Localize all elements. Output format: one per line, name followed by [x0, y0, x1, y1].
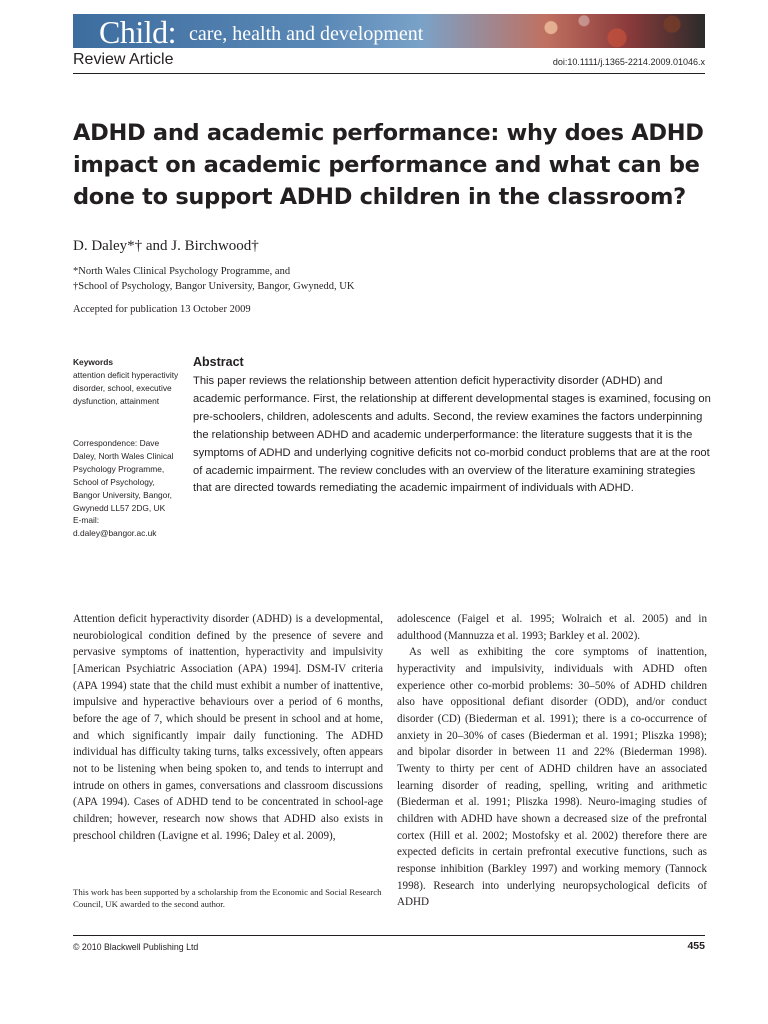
page-number: 455 [687, 940, 705, 952]
keywords-heading: Keywords [73, 357, 114, 367]
correspondence-box [73, 437, 183, 540]
journal-name: Child: [99, 14, 177, 48]
header-rule [73, 73, 705, 74]
journal-banner [73, 14, 705, 48]
body-paragraph: adolescence (Faigel et al. 1995; Wolraich et al. 2005) and in adulthood (Mannuzza et al. 1993; Barkley et al. 2002). [397, 613, 707, 642]
affiliation-2: †School of Psychology, Bangor University, Bangor, Gwynedd, UK [73, 281, 355, 292]
funding-footnote: This work has been supported by a scholarship from the Economic and Social Research Council, UK awarded to the second author. [73, 887, 382, 909]
footer-rule [73, 935, 705, 936]
body-paragraph: Attention deficit hyperactivity disorder (ADHD) is a developmental, neurobiological condition defined by the presence of severe and pervasive symptoms of inattention, hyperactivity and impulsivity [American Psychiatric Association (APA) 1994]. DSM-IV criteria (APA 1994) state that the child must exhibit a number of inattentive, impulsive and hyperactive behaviours over a period of 6 months, before the age of 7, which should be present in school and at home, and which significantly impair daily functioning. The ADHD individual has difficulty taking turns, talks excessively, often appears not to be listening when being spoken to, and tends to interrupt and intrude on others in games, conversations and classroom discussions (APA 1994). Cases of ADHD tend to be concentrated in school-age children; however, research now shows that ADHD also exists in preschool children (Lavigne et al. 1996; Daley et al. 2009), [73, 613, 383, 842]
body-paragraph: As well as exhibiting the core symptoms of inattention, hyperactivity and impulsivity, individuals with ADHD often experience other co-morbid problems: 30–50% of ADHD children also have oppositional defiant disorder (ODD), and/or conduct disorder (CD) (Biederman et al. 1991); there is a co-occurrence of anxiety in 20–30% of cases (Biederman et al. 1991; Pliszka 1998); and bipolar disorder in between 11 and 22% (Biederman 1998). Twenty to thirty per cent of ADHD children have an associated learning disorder of reading, spelling, writing and arithmetic (Biederman et al. 1991; Pliszka 1998). Neuro-imaging studies of children with ADHD have shown a decreased size of the prefrontal cortex (Hill et al. 2002; Mostofsky et al. 2002) therefore there are expected deficits in certain prefrontal executive functions, such as response inhibition (Barkley 1997) and working memory (Tannock 1998). Research into underlying neuropsychological deficits of ADHD [397, 646, 707, 909]
article-title: ADHD and academic performance: why does ADHD impact on academic performance and what can be done to support ADHD children in the classroom? [73, 120, 704, 210]
keywords-box [73, 356, 183, 408]
article-type: Review Article [73, 51, 174, 68]
body-column-left [73, 611, 383, 844]
correspondence-text: Correspondence: Dave Daley, North Wales Clinical Psychology Programme, School of Psychology, Bangor University, Bangor, Gwynedd LL57 2DG, UK [73, 438, 174, 513]
email-link[interactable]: E-mail: d.daley@bangor.ac.uk [73, 515, 157, 539]
doi[interactable]: doi:10.1111/j.1365-2214.2009.01046.x [552, 57, 705, 67]
journal-subtitle: care, health and development [189, 23, 424, 45]
body-column-right [397, 611, 707, 911]
keywords-list: attention deficit hyperactivity disorder, school, executive dysfunction, attainment [73, 369, 179, 406]
authors: D. Daley*† and J. Birchwood† [73, 238, 259, 254]
affiliation-1: *North Wales Clinical Psychology Programme, and [73, 266, 291, 277]
abstract-text: This paper reviews the relationship between attention deficit hyperactivity disorder (ADHD) and academic performance. First, the relationship at different developmental stages is examined, focusing on pre-schoolers, children, adolescents and adults. Second, the review examines the factors underpinning the relationship between ADHD and academic underperformance: the literature suggests that it is the symptoms of ADHD and underlying cognitive deficits not co-morbid conduct problems that are at the root of academic impairment. The review concludes with an overview of the literature examining strategies that are directed towards remediating the academic impairment of individuals with ADHD. [193, 375, 711, 495]
accepted-date: Accepted for publication 13 October 2009 [73, 304, 251, 315]
copyright: © 2010 Blackwell Publishing Ltd [73, 942, 199, 952]
banner-image [485, 14, 705, 48]
abstract-heading: Abstract [193, 355, 244, 369]
